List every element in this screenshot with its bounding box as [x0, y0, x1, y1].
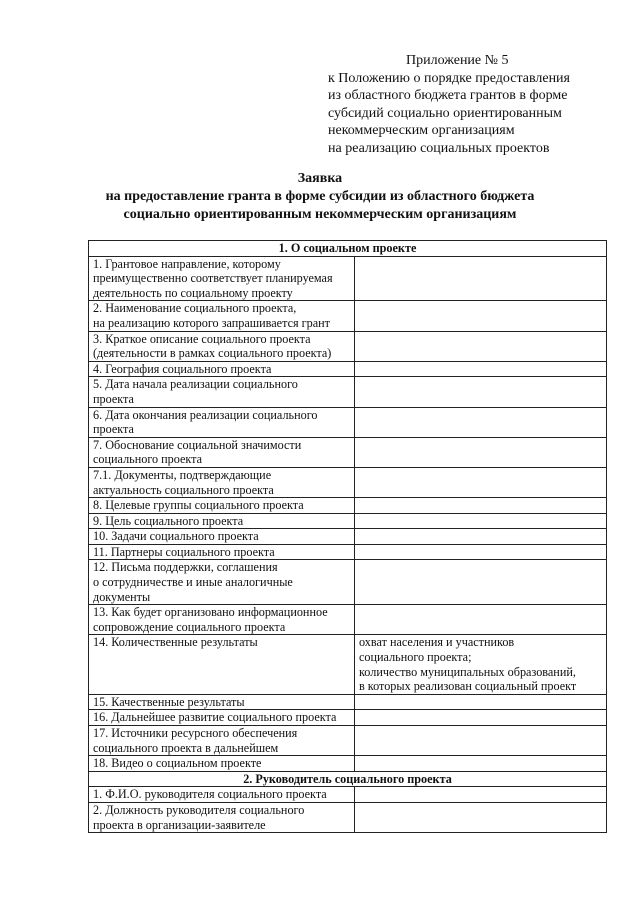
table-row [89, 256, 607, 301]
form-subtitle-line: социально ориентированным некоммерческим организациям [123, 207, 517, 222]
row-value-field[interactable] [355, 377, 607, 407]
appendix-line: на реализацию социальных проектов [328, 140, 550, 156]
row-label: 7. Обоснование социальной значимости социального проекта [89, 437, 355, 467]
appendix-line: к Положению о порядке предоставления [328, 70, 570, 86]
form-title: Заявка [297, 171, 343, 186]
row-label: 15. Качественные результаты [89, 694, 355, 710]
table-row [89, 726, 607, 756]
appendix-title: Приложение № 5 [406, 53, 509, 68]
table-row [89, 513, 607, 529]
row-value-field[interactable] [355, 513, 607, 529]
section-header-row [89, 241, 607, 257]
table-row [89, 787, 607, 803]
table-row [89, 301, 607, 331]
row-value-field[interactable] [355, 802, 607, 832]
row-value-field[interactable]: охват населения и участников социального проекта; количество муниципальных образований, в которых реализован социальный проект [355, 635, 607, 694]
section-header-row [89, 771, 607, 787]
row-value-field[interactable] [355, 498, 607, 514]
row-value-field[interactable] [355, 544, 607, 560]
section-title: 2. Руководитель социального проекта [89, 771, 607, 787]
table-row [89, 605, 607, 635]
row-value-field[interactable] [355, 756, 607, 772]
row-label: 1. Ф.И.О. руководителя социального проекта [89, 787, 355, 803]
row-label: 18. Видео о социальном проекте [89, 756, 355, 772]
row-label: 4. География социального проекта [89, 361, 355, 377]
row-value-field[interactable] [355, 407, 607, 437]
row-label: 1. Грантовое направление, которому преимущественно соответствует планируемая деятельность по социальному проекту [89, 256, 355, 301]
row-label: 5. Дата начала реализации социального проекта [89, 377, 355, 407]
appendix-line: субсидий социально ориентированным [328, 105, 562, 121]
row-label: 10. Задачи социального проекта [89, 529, 355, 545]
table-row [89, 377, 607, 407]
table-row [89, 498, 607, 514]
row-label: 8. Целевые группы социального проекта [89, 498, 355, 514]
row-label: 16. Дальнейшее развитие социального проекта [89, 710, 355, 726]
table-row [89, 437, 607, 467]
form-heading [60, 170, 580, 224]
table-row [89, 331, 607, 361]
table-row [89, 544, 607, 560]
row-label: 13. Как будет организовано информационное сопровождение социального проекта [89, 605, 355, 635]
row-value-field[interactable] [355, 694, 607, 710]
table-row [89, 635, 607, 694]
appendix-block [328, 52, 608, 157]
row-label: 17. Источники ресурсного обеспечения социального проекта в дальнейшем [89, 726, 355, 756]
row-value-field[interactable] [355, 437, 607, 467]
row-value-field[interactable] [355, 726, 607, 756]
row-value-field[interactable] [355, 301, 607, 331]
row-label: 9. Цель социального проекта [89, 513, 355, 529]
row-value-field[interactable] [355, 256, 607, 301]
table-row [89, 802, 607, 832]
row-value-field[interactable] [355, 467, 607, 497]
row-value-field[interactable] [355, 331, 607, 361]
row-label: 2. Наименование социального проекта, на реализацию которого запрашивается грант [89, 301, 355, 331]
table-row [89, 361, 607, 377]
row-label: 3. Краткое описание социального проекта (деятельности в рамках социального проекта) [89, 331, 355, 361]
form-subtitle-line: на предоставление гранта в форме субсидии из областного бюджета [105, 189, 535, 204]
row-value-field[interactable] [355, 560, 607, 605]
table-row [89, 407, 607, 437]
table-row [89, 756, 607, 772]
row-label: 7.1. Документы, подтверждающие актуальность социального проекта [89, 467, 355, 497]
appendix-line: некоммерческим организациям [328, 123, 515, 138]
row-label: 2. Должность руководителя социального проекта в организации-заявителе [89, 802, 355, 832]
row-label: 6. Дата окончания реализации социального проекта [89, 407, 355, 437]
appendix-line: из областного бюджета грантов в форме [328, 88, 568, 103]
table-row [89, 694, 607, 710]
table-row [89, 710, 607, 726]
row-value-field[interactable] [355, 605, 607, 635]
row-label: 12. Письма поддержки, соглашения о сотрудничестве и иные аналогичные документы [89, 560, 355, 605]
row-label: 14. Количественные результаты [89, 635, 355, 694]
row-value-field[interactable] [355, 710, 607, 726]
table-row [89, 467, 607, 497]
row-value-field[interactable] [355, 787, 607, 803]
row-value-field[interactable] [355, 529, 607, 545]
table-row [89, 529, 607, 545]
row-value-field[interactable] [355, 361, 607, 377]
table-row [89, 560, 607, 605]
row-label: 11. Партнеры социального проекта [89, 544, 355, 560]
section-title: 1. О социальном проекте [89, 241, 607, 257]
application-table [88, 240, 607, 833]
